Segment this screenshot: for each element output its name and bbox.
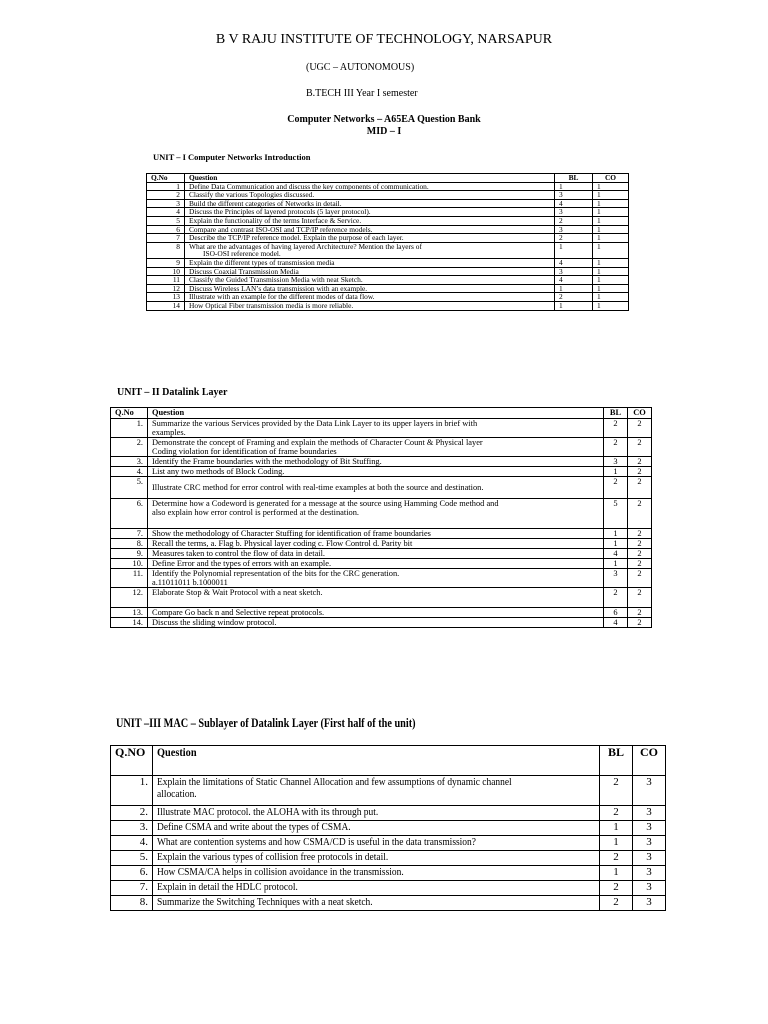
question-text xyxy=(185,293,555,302)
blooms-level: 1 xyxy=(555,284,593,293)
question-text xyxy=(148,608,604,618)
question-number: 8. xyxy=(111,896,153,911)
blooms-level: 6 xyxy=(604,608,628,618)
blooms-level: 1 xyxy=(604,529,628,539)
question-line: Summarize the various Services provided by the Data Link Layer to its upper layers in brief with xyxy=(152,419,478,428)
question-text xyxy=(148,539,604,549)
question-line: Identify the Frame boundaries with the methodology of Bit Stuffing. xyxy=(152,457,382,466)
question-number: 5 xyxy=(147,216,185,225)
blooms-level: 2 xyxy=(600,851,633,866)
question-number: 2 xyxy=(147,191,185,200)
table-row xyxy=(111,549,652,559)
table-row xyxy=(147,225,629,234)
header-bl: BL xyxy=(604,408,628,419)
blooms-level: 4 xyxy=(555,276,593,285)
question-text xyxy=(153,896,600,911)
question-line: Demonstrate the concept of Framing and explain the methods of Character Count & Physical layer xyxy=(152,438,483,447)
course-outcome: 1 xyxy=(593,199,629,208)
question-text xyxy=(148,438,604,457)
question-number: 2. xyxy=(111,438,148,457)
course-outcome: 1 xyxy=(593,276,629,285)
course-outcome: 1 xyxy=(593,284,629,293)
header-qno: Q.NO xyxy=(111,746,153,776)
table-row xyxy=(111,618,652,628)
blooms-level: 4 xyxy=(555,258,593,267)
table-row xyxy=(111,529,652,539)
question-line: Discuss Coaxial Transmission Media xyxy=(189,267,299,276)
question-line: Compare Go back n and Selective repeat protocols. xyxy=(152,608,325,617)
question-line: What are the advantages of having layered Architecture? Mention the layers of xyxy=(189,242,422,251)
question-number: 5. xyxy=(111,477,148,499)
question-text xyxy=(148,419,604,438)
question-line-continued: Coding violation for identification of frame boundaries xyxy=(152,447,337,456)
question-number: 8 xyxy=(147,242,185,258)
unit2-table xyxy=(110,407,652,628)
course-outcome: 2 xyxy=(628,529,652,539)
question-line: How Optical Fiber transmission media is more reliable. xyxy=(189,301,354,310)
question-text xyxy=(153,821,600,836)
blooms-level: 4 xyxy=(604,618,628,628)
question-line: Explain the different types of transmission media xyxy=(189,258,335,267)
question-line: Define Data Communication and discuss the key components of communication. xyxy=(189,182,429,191)
course-outcome: 1 xyxy=(593,234,629,243)
question-text xyxy=(185,284,555,293)
question-text xyxy=(185,182,555,191)
question-line: Recall the terms, a. Flag b. Physical layer coding c. Flow Control d. Parity bit xyxy=(152,539,413,548)
question-text xyxy=(185,191,555,200)
question-line: Identify the Polynomial representation of the bits for the CRC generation. xyxy=(152,569,400,578)
course-outcome: 1 xyxy=(593,182,629,191)
question-number: 11. xyxy=(111,569,148,588)
question-number: 3. xyxy=(111,457,148,467)
course-outcome: 1 xyxy=(593,208,629,217)
question-line: Discuss Wireless LAN’s data transmission with an example. xyxy=(189,284,368,293)
course-outcome: 2 xyxy=(628,559,652,569)
blooms-level: 4 xyxy=(555,199,593,208)
question-line: Define Error and the types of errors with an example. xyxy=(152,559,332,568)
blooms-level: 3 xyxy=(555,267,593,276)
course-outcome: 2 xyxy=(628,477,652,499)
blooms-level: 2 xyxy=(604,477,628,499)
institute-name: B V RAJU INSTITUTE OF TECHNOLOGY, NARSAPUR xyxy=(215,32,553,47)
table-row xyxy=(147,199,629,208)
course-outcome: 2 xyxy=(628,569,652,588)
table-row xyxy=(111,539,652,549)
question-line-continued: ISO-OSI reference model. xyxy=(203,249,281,259)
table-row xyxy=(111,477,652,499)
question-text xyxy=(185,258,555,267)
question-text xyxy=(148,529,604,539)
question-number: 10. xyxy=(111,559,148,569)
table-row xyxy=(147,301,629,310)
course-outcome: 3 xyxy=(633,821,666,836)
course-outcome: 3 xyxy=(633,776,666,806)
blooms-level: 4 xyxy=(604,549,628,559)
table-row xyxy=(111,806,666,821)
table-row xyxy=(111,467,652,477)
blooms-level: 3 xyxy=(555,208,593,217)
question-text xyxy=(148,618,604,628)
question-number: 4. xyxy=(111,467,148,477)
blooms-level: 1 xyxy=(604,467,628,477)
blooms-level: 1 xyxy=(555,182,593,191)
question-number: 7 xyxy=(147,234,185,243)
question-line: Define CSMA and write about the types of CSMA. xyxy=(157,821,351,833)
question-text xyxy=(153,851,600,866)
table-row xyxy=(147,276,629,285)
question-text xyxy=(185,199,555,208)
question-number: 3. xyxy=(111,821,153,836)
blooms-level: 1 xyxy=(555,242,593,258)
question-line: Determine how a Codeword is generated for a message at the source using Hamming Code method and xyxy=(152,499,499,508)
table-row xyxy=(111,896,666,911)
course-outcome: 2 xyxy=(628,588,652,608)
question-text xyxy=(153,881,600,896)
header-bl: BL xyxy=(555,174,593,183)
table-row xyxy=(111,821,666,836)
question-text xyxy=(153,836,600,851)
header-question: Question xyxy=(148,408,604,419)
question-number: 7. xyxy=(111,881,153,896)
question-number: 14. xyxy=(111,618,148,628)
course-outcome: 1 xyxy=(593,301,629,310)
question-number: 6 xyxy=(147,225,185,234)
question-number: 4. xyxy=(111,836,153,851)
question-text xyxy=(153,776,600,806)
blooms-level: 2 xyxy=(600,881,633,896)
blooms-level: 2 xyxy=(555,216,593,225)
header-qno: Q.No xyxy=(111,408,148,419)
blooms-level: 1 xyxy=(600,836,633,851)
question-text xyxy=(185,208,555,217)
question-line-continued: allocation. xyxy=(157,788,197,800)
question-number: 10 xyxy=(147,267,185,276)
question-line: Explain in detail the HDLC protocol. xyxy=(157,881,298,893)
question-text xyxy=(185,216,555,225)
question-text xyxy=(185,242,555,258)
blooms-level: 2 xyxy=(604,419,628,438)
table-row xyxy=(147,234,629,243)
question-line: Explain the various types of collision free protocols in detail. xyxy=(157,851,389,863)
course-outcome: 2 xyxy=(628,618,652,628)
exam-label: MID – I xyxy=(366,126,402,137)
table-row xyxy=(147,182,629,191)
table-row xyxy=(111,608,652,618)
question-text xyxy=(148,588,604,608)
table-row xyxy=(147,293,629,302)
blooms-level: 1 xyxy=(600,866,633,881)
course-outcome: 3 xyxy=(633,836,666,851)
course-outcome: 3 xyxy=(633,806,666,821)
table-row xyxy=(111,866,666,881)
blooms-level: 3 xyxy=(555,191,593,200)
course-outcome: 1 xyxy=(593,216,629,225)
blooms-level: 3 xyxy=(555,225,593,234)
course-outcome: 2 xyxy=(628,467,652,477)
question-number: 6. xyxy=(111,499,148,529)
blooms-level: 1 xyxy=(600,821,633,836)
question-number: 13. xyxy=(111,608,148,618)
blooms-level: 2 xyxy=(600,806,633,821)
question-line: Discuss the Principles of layered protocols (5 layer protocol). xyxy=(189,207,371,217)
course-outcome: 1 xyxy=(593,258,629,267)
question-line: Compare and contrast ISO-OSI and TCP/IP reference models. xyxy=(189,225,373,234)
question-number: 3 xyxy=(147,199,185,208)
table-row xyxy=(147,242,629,258)
table-row xyxy=(147,216,629,225)
question-text xyxy=(185,276,555,285)
question-text xyxy=(148,559,604,569)
blooms-level: 2 xyxy=(555,234,593,243)
course-outcome: 2 xyxy=(628,608,652,618)
question-line: Build the different categories of Networks in detail. xyxy=(189,199,342,208)
question-number: 5. xyxy=(111,851,153,866)
course-outcome: 2 xyxy=(628,438,652,457)
question-number: 1. xyxy=(111,419,148,438)
course-outcome: 2 xyxy=(628,549,652,559)
blooms-level: 2 xyxy=(600,896,633,911)
table-row xyxy=(111,851,666,866)
question-text xyxy=(148,477,604,499)
unit1-title: UNIT – I Computer Networks Introduction xyxy=(153,152,311,162)
question-line: List any two methods of Block Coding. xyxy=(152,467,285,476)
course-outcome: 1 xyxy=(593,191,629,200)
question-line: Classify the Guided Transmission Media with neat Sketch. xyxy=(189,275,363,285)
table-row xyxy=(111,559,652,569)
blooms-level: 1 xyxy=(604,539,628,549)
question-number: 12 xyxy=(147,284,185,293)
table-row xyxy=(111,499,652,529)
table-row xyxy=(111,419,652,438)
question-line: Measures taken to control the flow of data in detail. xyxy=(152,549,326,558)
question-number: 9. xyxy=(111,549,148,559)
course-outcome: 2 xyxy=(628,457,652,467)
unit2-title: UNIT – II Datalink Layer xyxy=(117,387,228,398)
table-row xyxy=(111,457,652,467)
course-outcome: 3 xyxy=(633,851,666,866)
table-row xyxy=(111,588,652,608)
question-number: 9 xyxy=(147,258,185,267)
question-text xyxy=(153,806,600,821)
header-question xyxy=(153,746,600,776)
blooms-level: 2 xyxy=(555,293,593,302)
table-row xyxy=(111,776,666,806)
question-text xyxy=(185,234,555,243)
question-number: 14 xyxy=(147,301,185,310)
question-text xyxy=(153,866,600,881)
table-header-row xyxy=(111,408,652,419)
autonomous-label: (UGC – AUTONOMOUS) xyxy=(306,62,415,73)
question-number: 2. xyxy=(111,806,153,821)
question-number: 1. xyxy=(111,776,153,806)
header-question: Question xyxy=(185,174,555,183)
course-outcome: 1 xyxy=(593,242,629,258)
question-text xyxy=(148,569,604,588)
course-outcome: 2 xyxy=(628,499,652,529)
table-row xyxy=(147,208,629,217)
header-co: CO xyxy=(593,174,629,183)
semester-label: B.TECH III Year I semester xyxy=(306,88,418,99)
question-line-continued: examples. xyxy=(152,428,186,437)
course-outcome: 3 xyxy=(633,881,666,896)
course-outcome: 3 xyxy=(633,896,666,911)
blooms-level: 3 xyxy=(604,457,628,467)
question-number: 13 xyxy=(147,293,185,302)
header-question-text: Question xyxy=(157,745,197,759)
blooms-level: 3 xyxy=(604,569,628,588)
question-line-continued: also explain how error control is performed at the destination. xyxy=(152,508,359,517)
blooms-level: 5 xyxy=(604,499,628,529)
subject-title: Computer Networks – A65EA Question Bank xyxy=(287,114,481,125)
table-row xyxy=(147,191,629,200)
question-line: Elaborate Stop & Wait Protocol with a neat sketch. xyxy=(152,588,323,597)
course-outcome: 2 xyxy=(628,419,652,438)
blooms-level: 2 xyxy=(600,776,633,806)
table-header-row xyxy=(111,746,666,776)
question-number: 1 xyxy=(147,182,185,191)
question-number: 8. xyxy=(111,539,148,549)
course-outcome: 2 xyxy=(628,539,652,549)
question-line-continued: a.11011011 b.1000011 xyxy=(152,578,228,587)
question-line: Explain the limitations of Static Channel Allocation and few assumptions of dynamic channel xyxy=(157,776,512,788)
question-text xyxy=(185,225,555,234)
table-row xyxy=(111,438,652,457)
header-co: CO xyxy=(633,746,666,776)
question-line: Illustrate MAC protocol. the ALOHA with its through put. xyxy=(157,806,379,818)
table-row xyxy=(147,258,629,267)
question-number: 7. xyxy=(111,529,148,539)
question-line: How CSMA/CA helps in collision avoidance in the transmission. xyxy=(157,866,404,878)
question-number: 6. xyxy=(111,866,153,881)
table-row xyxy=(147,284,629,293)
course-outcome: 1 xyxy=(593,267,629,276)
question-line: Summarize the Switching Techniques with a neat sketch. xyxy=(157,896,373,908)
question-text xyxy=(148,457,604,467)
header-co: CO xyxy=(628,408,652,419)
question-text xyxy=(148,499,604,529)
header-qno: Q.No xyxy=(147,174,185,183)
question-line: Show the methodology of Character Stuffing for identification of frame boundaries xyxy=(152,529,431,538)
question-number: 12. xyxy=(111,588,148,608)
question-number: 4 xyxy=(147,208,185,217)
table-row xyxy=(111,881,666,896)
header-bl: BL xyxy=(600,746,633,776)
question-line: Illustrate CRC method for error control with real-time examples at both the source and destination. xyxy=(152,483,484,492)
blooms-level: 1 xyxy=(555,301,593,310)
unit3-title: UNIT –III MAC – Sublayer of Datalink Layer (First half of the unit) xyxy=(116,716,416,730)
unit3-table xyxy=(110,745,666,911)
table-row xyxy=(111,836,666,851)
table-row xyxy=(111,569,652,588)
question-text xyxy=(185,301,555,310)
course-outcome: 3 xyxy=(633,866,666,881)
blooms-level: 2 xyxy=(604,438,628,457)
question-line: Explain the functionality of the terms Interface & Service. xyxy=(189,216,362,225)
question-text xyxy=(185,267,555,276)
question-line: What are contention systems and how CSMA/CD is useful in the data transmission? xyxy=(157,836,476,848)
question-number: 11 xyxy=(147,276,185,285)
question-line: Discuss the sliding window protocol. xyxy=(152,618,277,627)
question-line: Describe the TCP/IP reference model. Explain the purpose of each layer. xyxy=(189,233,404,243)
course-outcome: 1 xyxy=(593,225,629,234)
question-text xyxy=(148,467,604,477)
question-text xyxy=(148,549,604,559)
blooms-level: 1 xyxy=(604,559,628,569)
question-line: Classify the various Topologies discussed. xyxy=(189,190,315,200)
question-line: Illustrate with an example for the different modes of data flow. xyxy=(189,292,375,302)
course-outcome: 1 xyxy=(593,293,629,302)
table-header-row xyxy=(147,174,629,183)
table-row xyxy=(147,267,629,276)
blooms-level: 2 xyxy=(604,588,628,608)
unit1-table xyxy=(146,173,629,311)
